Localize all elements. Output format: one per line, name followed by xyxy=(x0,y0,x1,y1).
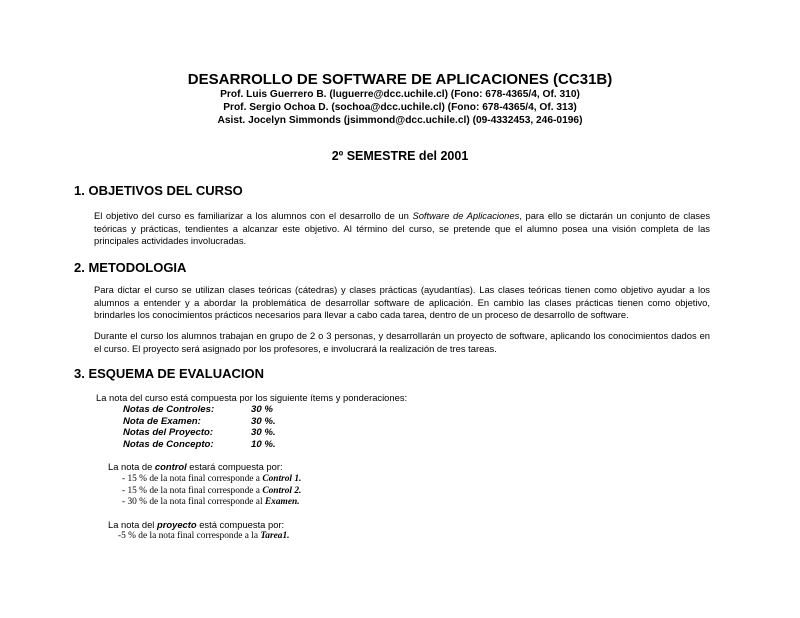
control-intro-b: estará compuesta por: xyxy=(186,461,283,472)
weight-value: 30 % xyxy=(251,404,273,415)
evaluation-intro: La nota del curso está compuesta por los siguiente ítems y ponderaciones: xyxy=(96,392,408,403)
control-item-end: . xyxy=(299,485,302,496)
weight-label: Notas del Proyecto: xyxy=(123,427,214,439)
project-intro-b: está compuesta por: xyxy=(196,519,285,530)
weight-value: 30 %. xyxy=(251,427,276,439)
control-item xyxy=(122,486,301,496)
project-item-end: . xyxy=(287,531,290,541)
control-item xyxy=(122,474,301,484)
section-3-heading: 3. ESQUEMA DE EVALUACION xyxy=(74,366,264,381)
control-item-end: . xyxy=(297,497,300,507)
project-intro-a: La nota del xyxy=(108,519,157,530)
weights-table xyxy=(123,404,276,450)
control-item-text: - 15 % de la nota final corresponde a xyxy=(122,474,263,484)
section-1-paragraph xyxy=(94,210,710,248)
section-1-text-italic: Software de Aplicaciones xyxy=(412,210,520,221)
section-2-paragraph-1: Para dictar el curso se utilizan clases teóricas (cátedras) y clases prácticas (ayudantías). Las clases teóricas tienen como objetivo ayudar a los alumnos a entender y a abordar la problemática de desarrollar software de aplicación. En cambio las clases prácticas tienen como objetivo, brindarles los conocimientos prácticos necesarios para llevar a cabo cada tarea, dentro de un proceso de desarrollo de software. xyxy=(94,284,710,321)
section-2-heading: 2. METODOLOGIA xyxy=(74,260,187,275)
project-intro xyxy=(108,519,284,530)
weight-row xyxy=(123,427,276,439)
project-item-em: Tarea1 xyxy=(260,531,288,541)
section-1-text-b: , para ello se dictarán un conjunto de clases teóricas y prácticas, tendientes a alcanzar este objetivo. Al término del curso, se pretende que el alumno posea una visión completa de las principales actividades involucradas. xyxy=(94,210,711,247)
section-1-text-a: El objetivo del curso es familiarizar a los alumnos con el desarrollo de un xyxy=(94,210,413,221)
control-item-text: - 15 % de la nota final corresponde a xyxy=(122,485,263,496)
project-word: proyecto xyxy=(157,519,197,530)
control-item xyxy=(122,497,300,507)
control-intro xyxy=(108,461,283,472)
semester-heading: 2º SEMESTRE del 2001 xyxy=(331,149,469,163)
control-word: control xyxy=(154,461,187,472)
section-1-heading: 1. OBJETIVOS DEL CURSO xyxy=(74,183,243,198)
section-2-paragraph-2: Durante el curso los alumnos trabajan en grupo de 2 o 3 personas, y desarrollarán un proyecto de software, aplicando los conocimientos dados en el curso. El proyecto será asignado por los profesores, e involucrará la realización de tres tareas. xyxy=(94,330,710,354)
control-item-text: - 30 % de la nota final corresponde al xyxy=(122,497,265,507)
document-title: DESARROLLO DE SOFTWARE DE APLICACIONES (CC31B) xyxy=(187,71,613,88)
weight-value: 10 %. xyxy=(251,438,276,450)
weight-row xyxy=(123,416,276,428)
weight-row xyxy=(123,404,276,416)
project-item xyxy=(118,531,289,541)
weight-label: Nota de Examen: xyxy=(123,415,201,427)
professor-line-1: Prof. Luis Guerrero B. (luguerre@dcc.uchile.cl) (Fono: 678-4365/4, Of. 310) xyxy=(220,89,580,100)
control-item-end: . xyxy=(299,474,302,484)
professor-line-2: Prof. Sergio Ochoa D. (sochoa@dcc.uchile.cl) (Fono: 678-4365/4, Of. 313) xyxy=(223,102,577,113)
control-item-em: Control 2 xyxy=(262,485,300,496)
weight-value: 30 %. xyxy=(251,415,276,427)
control-item-em: Examen xyxy=(264,497,298,507)
project-item-text: -5 % de la nota final corresponde a la xyxy=(118,531,261,541)
control-intro-a: La nota de xyxy=(108,461,155,472)
weight-row xyxy=(123,439,276,451)
weight-label: Notas de Controles: xyxy=(123,404,215,415)
assistant-line: Asist. Jocelyn Simmonds (jsimmond@dcc.uchile.cl) (09-4332453, 246-0196) xyxy=(217,115,583,126)
control-item-em: Control 1 xyxy=(262,474,300,484)
weight-label: Notas de Concepto: xyxy=(123,438,214,450)
